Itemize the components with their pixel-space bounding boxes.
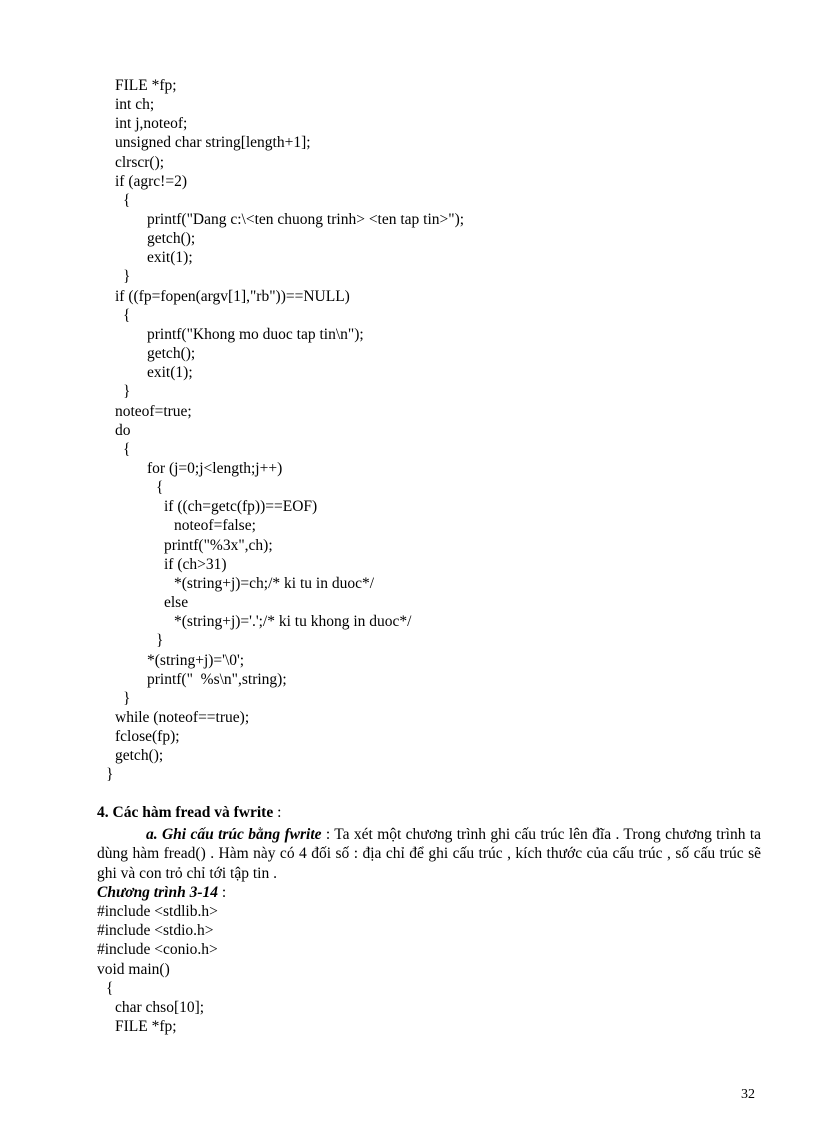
code-line: } [123, 268, 131, 285]
code-line: clrscr(); [115, 154, 165, 171]
code-line: int j,noteof; [115, 115, 188, 132]
code-line: while (noteof==true); [115, 709, 250, 726]
code-line: noteof=false; [174, 517, 256, 534]
section-heading [97, 803, 281, 822]
code-line: char chso[10]; [115, 999, 205, 1016]
section-paragraph [97, 825, 761, 883]
code-line: } [156, 632, 164, 649]
code-line: { [123, 192, 131, 209]
code-line: *(string+j)='.';/* ki tu khong in duoc*/ [174, 613, 412, 630]
code-line: fclose(fp); [115, 728, 180, 745]
code-line: printf("Khong mo duoc tap tin\n"); [147, 326, 364, 343]
code-line: printf("Dang c:\<ten chuong trinh> <ten tap tin>"); [147, 211, 465, 228]
code-line: do [115, 422, 131, 439]
code-line: { [123, 307, 131, 324]
code-line: *(string+j)='\0'; [147, 652, 245, 669]
code-line: printf(" %s\n",string); [147, 671, 287, 688]
code-line: noteof=true; [115, 403, 192, 420]
page-number: 32 [741, 1087, 755, 1102]
code-line: exit(1); [147, 249, 193, 266]
code-line: { [156, 479, 164, 496]
code-line: exit(1); [147, 364, 193, 381]
code-line: unsigned char string[length+1]; [115, 134, 311, 151]
code-line: FILE *fp; [115, 1018, 177, 1035]
subsection-text: : Ta xét một chương trình ghi cấu trúc lên đĩa . Trong chương trình ta dùng hàm fread() . Hàm này có 4 đối số : địa chỉ để ghi cấu trúc , kích thước của cấu trúc , số cấu trúc sẽ ghi và con trỏ chỉ tới tập tin . [97, 826, 762, 882]
code-line: { [123, 441, 131, 458]
code-line: #include <stdio.h> [97, 922, 214, 939]
subsection-label: a. Ghi cấu trúc bằng fwrite [146, 826, 322, 843]
code-line: getch(); [147, 345, 196, 362]
code-line: getch(); [147, 230, 196, 247]
code-line: getch(); [115, 747, 164, 764]
code-line: int ch; [115, 96, 155, 113]
program-label-colon: : [217, 884, 227, 901]
code-line: if (ch>31) [164, 556, 227, 573]
code-line: if (agrc!=2) [115, 173, 187, 190]
code-line: printf("%3x",ch); [164, 537, 273, 554]
code-line: for (j=0;j<length;j++) [147, 460, 283, 477]
code-line: else [164, 594, 189, 611]
code-line: } [106, 766, 114, 783]
code-line: if ((fp=fopen(argv[1],"rb"))==NULL) [115, 288, 350, 305]
section-heading-colon: : [273, 804, 282, 821]
code-line: #include <conio.h> [97, 941, 218, 958]
section-heading-title: 4. Các hàm fread và fwrite [97, 804, 274, 821]
code-line: *(string+j)=ch;/* ki tu in duoc*/ [174, 575, 375, 592]
program-label [97, 883, 226, 902]
code-line: { [106, 980, 114, 997]
code-line: #include <stdlib.h> [97, 903, 218, 920]
code-line: if ((ch=getc(fp))==EOF) [164, 498, 318, 515]
code-line: } [123, 690, 131, 707]
code-line: void main() [97, 961, 170, 978]
program-label-title: Chương trình 3-14 [97, 884, 218, 901]
code-line: FILE *fp; [115, 77, 177, 94]
code-line: } [123, 383, 131, 400]
